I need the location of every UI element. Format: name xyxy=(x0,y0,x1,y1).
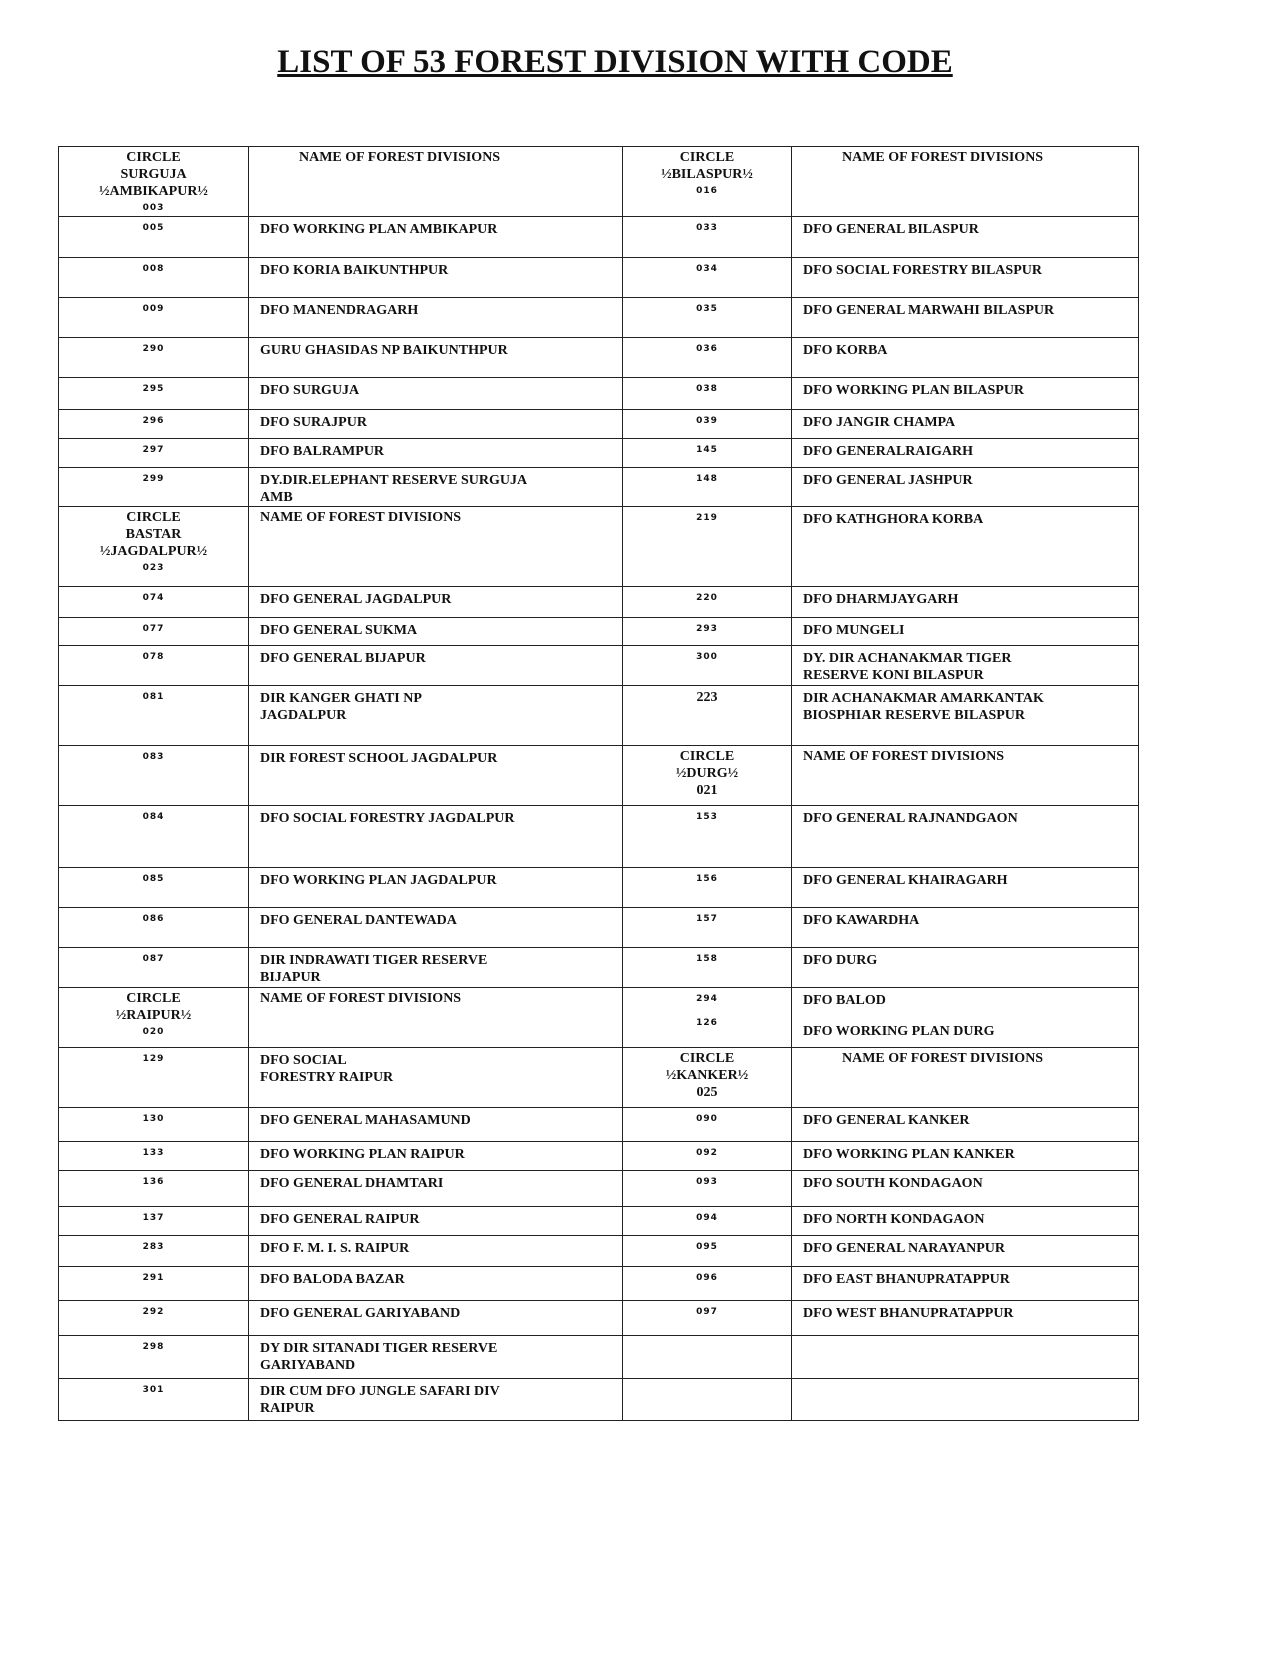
division-name-line2: BIJAPUR xyxy=(260,970,321,985)
division-code-a: 294 xyxy=(696,994,718,1004)
division-name: DFO WORKING PLAN JAGDALPUR xyxy=(249,868,623,908)
division-code: 078 xyxy=(59,646,249,686)
circle-raipur-cell xyxy=(59,988,249,1048)
column-header: NAME OF FOREST DIVISIONS xyxy=(792,1048,1139,1108)
division-name: DFO GENERAL DANTEWADA xyxy=(249,908,623,948)
division-name: DFO SOUTH KONDAGAON xyxy=(792,1171,1139,1207)
division-code: 292 xyxy=(59,1301,249,1336)
circle-paren: ½KANKER½ xyxy=(665,1068,749,1083)
division-name: DFO JANGIR CHAMPA xyxy=(792,410,1139,439)
division-name: DFO GENERALRAIGARH xyxy=(792,439,1139,468)
division-name: DFO WORKING PLAN AMBIKAPUR xyxy=(249,217,623,258)
division-name xyxy=(792,686,1139,746)
division-name: DFO SURAJPUR xyxy=(249,410,623,439)
division-name: DFO NORTH KONDAGAON xyxy=(792,1207,1139,1236)
division-name-line2: RESERVE KONI BILASPUR xyxy=(803,668,984,683)
division-code: 299 xyxy=(59,468,249,507)
division-name xyxy=(249,468,623,507)
circle-code: 003 xyxy=(142,203,165,213)
division-name-line2: JAGDALPUR xyxy=(260,708,347,723)
empty-cell xyxy=(792,1336,1139,1379)
empty-cell xyxy=(623,1379,792,1421)
division-code: 092 xyxy=(623,1142,792,1171)
division-name: DFO SURGUJA xyxy=(249,378,623,410)
circle-paren: ½DURG½ xyxy=(675,766,739,781)
division-code: 301 xyxy=(59,1379,249,1421)
division-name: DFO GENERAL GARIYABAND xyxy=(249,1301,623,1336)
division-name-line2: RAIPUR xyxy=(260,1401,315,1416)
division-name: DFO GENERAL DHAMTARI xyxy=(249,1171,623,1207)
division-code: 283 xyxy=(59,1236,249,1267)
division-code: 077 xyxy=(59,618,249,646)
division-name: DFO GENERAL RAIPUR xyxy=(249,1207,623,1236)
circle-code: 021 xyxy=(696,783,718,798)
division-code: 136 xyxy=(59,1171,249,1207)
division-code: 137 xyxy=(59,1207,249,1236)
division-name: DFO GENERAL BILASPUR xyxy=(792,217,1139,258)
division-code: 219 xyxy=(623,507,792,587)
division-code: 129 xyxy=(59,1048,249,1108)
division-code xyxy=(623,988,792,1048)
division-name xyxy=(249,1048,623,1108)
division-code: 087 xyxy=(59,948,249,988)
division-name xyxy=(249,1336,623,1379)
division-name-line1: DIR CUM DFO JUNGLE SAFARI DIV xyxy=(260,1384,500,1399)
division-name: DFO KAWARDHA xyxy=(792,908,1139,948)
empty-cell xyxy=(623,1336,792,1379)
division-code: 298 xyxy=(59,1336,249,1379)
division-name: DFO WORKING PLAN RAIPUR xyxy=(249,1142,623,1171)
division-name: DIR FOREST SCHOOL JAGDALPUR xyxy=(249,746,623,806)
division-code: 157 xyxy=(623,908,792,948)
circle-code: 025 xyxy=(696,1085,718,1100)
division-name-a: DFO BALOD xyxy=(803,993,886,1008)
circle-label: CIRCLE xyxy=(679,749,735,764)
division-name-line1: DIR KANGER GHATI NP xyxy=(260,691,422,706)
column-header: NAME OF FOREST DIVISIONS xyxy=(249,147,623,217)
division-name: DFO GENERAL MARWAHI BILASPUR xyxy=(792,298,1139,338)
division-name xyxy=(249,948,623,988)
division-name: DFO BALRAMPUR xyxy=(249,439,623,468)
division-code: 297 xyxy=(59,439,249,468)
column-header: NAME OF FOREST DIVISIONS xyxy=(249,507,623,587)
circle-durg-cell xyxy=(623,746,792,806)
division-code: 096 xyxy=(623,1267,792,1301)
division-code: 034 xyxy=(623,258,792,298)
page-title: LIST OF 53 FOREST DIVISION WITH CODE xyxy=(277,44,953,80)
division-code: 009 xyxy=(59,298,249,338)
circle-paren: ½RAIPUR½ xyxy=(115,1008,192,1023)
division-name xyxy=(792,646,1139,686)
division-code: 083 xyxy=(59,746,249,806)
column-header: NAME OF FOREST DIVISIONS xyxy=(249,988,623,1048)
circle-paren: ½AMBIKAPUR½ xyxy=(99,184,208,199)
division-code: 153 xyxy=(623,806,792,868)
division-name-line1: DIR INDRAWATI TIGER RESERVE xyxy=(260,953,488,968)
column-header: NAME OF FOREST DIVISIONS xyxy=(792,147,1139,217)
circle-name: BASTAR xyxy=(125,527,182,542)
division-code: 133 xyxy=(59,1142,249,1171)
division-name-b: DFO WORKING PLAN DURG xyxy=(803,1024,995,1039)
division-code: 300 xyxy=(623,646,792,686)
division-name: DFO WORKING PLAN BILASPUR xyxy=(792,378,1139,410)
division-name-line1: DY DIR SITANADI TIGER RESERVE xyxy=(260,1341,498,1356)
division-code: 293 xyxy=(623,618,792,646)
division-name: DFO EAST BHANUPRATAPPUR xyxy=(792,1267,1139,1301)
division-name: DFO KORBA xyxy=(792,338,1139,378)
division-name: DFO DURG xyxy=(792,948,1139,988)
division-code: 156 xyxy=(623,868,792,908)
division-code: 085 xyxy=(59,868,249,908)
division-name xyxy=(249,1379,623,1421)
division-name-line1: DFO SOCIAL xyxy=(260,1053,347,1068)
division-code: 086 xyxy=(59,908,249,948)
division-code: 095 xyxy=(623,1236,792,1267)
division-name-line1: DY.DIR.ELEPHANT RESERVE SURGUJA xyxy=(260,473,528,488)
division-name: DFO DHARMJAYGARH xyxy=(792,587,1139,618)
division-name: DFO GENERAL RAJNANDGAON xyxy=(792,806,1139,868)
division-name: DFO GENERAL JASHPUR xyxy=(792,468,1139,507)
empty-cell xyxy=(792,1379,1139,1421)
division-code: 035 xyxy=(623,298,792,338)
division-name: DFO GENERAL SUKMA xyxy=(249,618,623,646)
division-code: 097 xyxy=(623,1301,792,1336)
circle-bilaspur-cell xyxy=(623,147,792,217)
circle-code: 023 xyxy=(142,563,165,573)
division-code: 094 xyxy=(623,1207,792,1236)
division-name: DFO GENERAL JAGDALPUR xyxy=(249,587,623,618)
division-code: 039 xyxy=(623,410,792,439)
division-code: 090 xyxy=(623,1108,792,1142)
division-code: 220 xyxy=(623,587,792,618)
division-name: DFO MUNGELI xyxy=(792,618,1139,646)
division-code: 036 xyxy=(623,338,792,378)
division-code: 093 xyxy=(623,1171,792,1207)
division-name: DFO GENERAL KANKER xyxy=(792,1108,1139,1142)
division-name: DFO MANENDRAGARH xyxy=(249,298,623,338)
division-name-line2: AMB xyxy=(260,490,293,505)
division-name: DFO GENERAL NARAYANPUR xyxy=(792,1236,1139,1267)
division-name: DFO KATHGHORA KORBA xyxy=(792,507,1139,587)
division-name: GURU GHASIDAS NP BAIKUNTHPUR xyxy=(249,338,623,378)
circle-paren: ½BILASPUR½ xyxy=(661,167,753,182)
circle-code: 016 xyxy=(696,186,718,196)
division-code: 084 xyxy=(59,806,249,868)
division-name xyxy=(792,988,1139,1048)
circle-label: CIRCLE xyxy=(679,1051,735,1066)
circle-label: CIRCLE xyxy=(679,150,735,165)
division-code: 130 xyxy=(59,1108,249,1142)
division-name-line1: DY. DIR ACHANAKMAR TIGER xyxy=(803,651,1012,666)
circle-code: 020 xyxy=(142,1027,165,1037)
division-name: DFO GENERAL KHAIRAGARH xyxy=(792,868,1139,908)
division-name xyxy=(249,686,623,746)
division-name-line2: BIOSPHIAR RESERVE BILASPUR xyxy=(803,708,1026,723)
division-name: DFO SOCIAL FORESTRY JAGDALPUR xyxy=(249,806,623,868)
division-code: 074 xyxy=(59,587,249,618)
division-code: 081 xyxy=(59,686,249,746)
division-name-line1: DIR ACHANAKMAR AMARKANTAK xyxy=(803,691,1044,706)
circle-surguja-cell xyxy=(59,147,249,217)
division-code-b: 126 xyxy=(696,1018,718,1028)
division-code: 295 xyxy=(59,378,249,410)
circle-paren: ½JAGDALPUR½ xyxy=(99,544,208,559)
circle-kanker-cell xyxy=(623,1048,792,1108)
division-name: DFO BALODA BAZAR xyxy=(249,1267,623,1301)
division-name-line2: GARIYABAND xyxy=(260,1358,356,1373)
circle-label: CIRCLE xyxy=(126,991,181,1006)
division-name: DFO WORKING PLAN KANKER xyxy=(792,1142,1139,1171)
division-name: DFO SOCIAL FORESTRY BILASPUR xyxy=(792,258,1139,298)
division-name: DFO GENERAL BIJAPUR xyxy=(249,646,623,686)
division-code: 290 xyxy=(59,338,249,378)
division-code: 008 xyxy=(59,258,249,298)
division-name: DFO F. M. I. S. RAIPUR xyxy=(249,1236,623,1267)
division-name: DFO KORIA BAIKUNTHPUR xyxy=(249,258,623,298)
division-code: 038 xyxy=(623,378,792,410)
circle-name: SURGUJA xyxy=(120,167,187,182)
division-name: DFO WEST BHANUPRATAPPUR xyxy=(792,1301,1139,1336)
forest-division-table xyxy=(58,146,1139,1421)
division-code: 296 xyxy=(59,410,249,439)
division-name: DFO GENERAL MAHASAMUND xyxy=(249,1108,623,1142)
division-code: 148 xyxy=(623,468,792,507)
division-code: 291 xyxy=(59,1267,249,1301)
circle-label: CIRCLE xyxy=(126,150,181,165)
circle-label: CIRCLE xyxy=(126,510,181,525)
circle-bastar-cell xyxy=(59,507,249,587)
column-header: NAME OF FOREST DIVISIONS xyxy=(792,746,1139,806)
division-code: 033 xyxy=(623,217,792,258)
division-code: 223 xyxy=(623,686,792,746)
division-name-line2: FORESTRY RAIPUR xyxy=(260,1070,394,1085)
division-code: 145 xyxy=(623,439,792,468)
division-code: 158 xyxy=(623,948,792,988)
division-code: 005 xyxy=(59,217,249,258)
